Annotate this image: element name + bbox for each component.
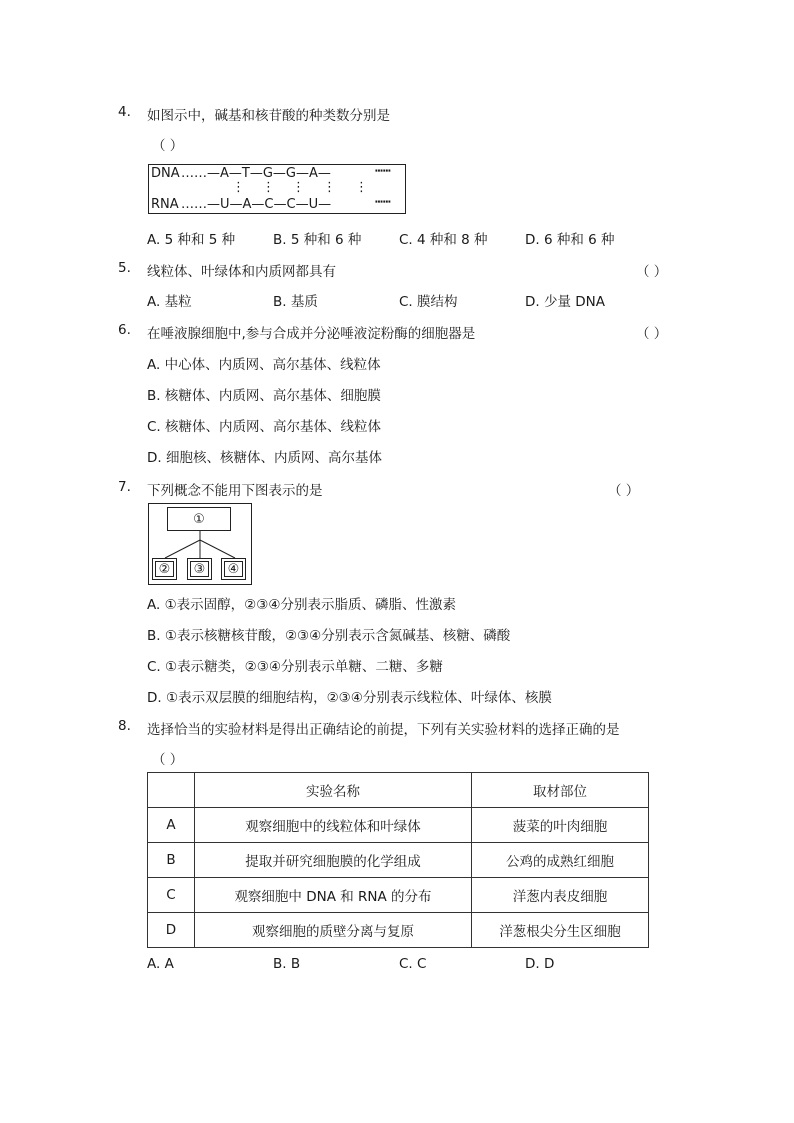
table-header-row bbox=[148, 773, 649, 808]
q5-option-d: D. 少量 DNA bbox=[525, 294, 605, 310]
rna-label: RNA bbox=[151, 197, 179, 212]
question-6-stem: 在唾液腺细胞中,参与合成并分泌唾液淀粉酶的细胞器是 bbox=[147, 326, 476, 342]
tree-node-label: ② bbox=[158, 561, 171, 577]
dna-label: DNA bbox=[151, 166, 180, 181]
experiment-table bbox=[147, 772, 649, 948]
tree-node-label: ④ bbox=[227, 561, 240, 577]
q5-option-c: C. 膜结构 bbox=[399, 294, 458, 310]
q4-option-c: C. 4 种和 8 种 bbox=[399, 232, 488, 248]
question-6-paren: （ ） bbox=[636, 326, 668, 342]
tree-node-border bbox=[155, 561, 174, 577]
question-7-paren: （ ） bbox=[608, 483, 640, 499]
table-header-cell: 取材部位 bbox=[472, 773, 649, 808]
q6-option-d: D. 细胞核、核糖体、内质网、高尔基体 bbox=[147, 450, 382, 466]
q8-option-d: D. D bbox=[525, 956, 555, 972]
question-8-stem: 选择恰当的实验材料是得出正确结论的前提，下列有关实验材料的选择正确的是 bbox=[147, 722, 620, 738]
tree-node-border bbox=[190, 561, 209, 577]
dna-rna-figure bbox=[148, 164, 406, 214]
pair-dot: ⋮ bbox=[292, 180, 305, 195]
pair-dot: ⋮ bbox=[355, 180, 368, 195]
dna-sequence: ……—A—T—G—G—A— bbox=[181, 166, 331, 181]
table-cell: 洋葱根尖分生区细胞 bbox=[472, 913, 649, 948]
dna-dots: ┅┅ bbox=[375, 164, 391, 179]
table-row bbox=[148, 843, 649, 878]
q7-option-d: D. ①表示双层膜的细胞结构，②③④分别表示线粒体、叶绿体、核膜 bbox=[147, 690, 552, 706]
rna-sequence: ……—U—A—C—C—U— bbox=[181, 197, 332, 212]
table-cell: 洋葱内表皮细胞 bbox=[472, 878, 649, 913]
question-8-number: 8. bbox=[118, 718, 131, 734]
question-7-number: 7. bbox=[118, 479, 131, 495]
q5-option-a: A. 基粒 bbox=[147, 294, 192, 310]
table-cell: 观察细胞中的线粒体和叶绿体 bbox=[195, 808, 472, 843]
table-row bbox=[148, 913, 649, 948]
tree-node-label: ③ bbox=[193, 561, 206, 577]
question-4-stem: 如图示中，碱基和核苷酸的种类数分别是 bbox=[147, 108, 390, 124]
q6-option-c: C. 核糖体、内质网、高尔基体、线粒体 bbox=[147, 419, 382, 435]
table-header-cell bbox=[148, 773, 195, 808]
tree-node-child-3 bbox=[221, 558, 246, 580]
tree-node-child-1 bbox=[152, 558, 177, 580]
q7-option-a: A. ①表示固醇，②③④分别表示脂质、磷脂、性激素 bbox=[147, 597, 456, 613]
table-cell: C bbox=[148, 878, 195, 913]
table-cell: A bbox=[148, 808, 195, 843]
question-4-paren: （ ） bbox=[152, 138, 184, 154]
question-6-number: 6. bbox=[118, 322, 131, 338]
q8-option-a: A. A bbox=[147, 956, 174, 972]
pair-dot: ⋮ bbox=[323, 180, 336, 195]
question-5-paren: （ ） bbox=[636, 264, 668, 280]
table-row bbox=[148, 808, 649, 843]
question-4-number: 4. bbox=[118, 104, 131, 120]
q6-option-b: B. 核糖体、内质网、高尔基体、细胞膜 bbox=[147, 388, 381, 404]
table-cell: B bbox=[148, 843, 195, 878]
q7-option-c: C. ①表示糖类，②③④分别表示单糖、二糖、多糖 bbox=[147, 659, 443, 675]
question-8-paren: （ ） bbox=[152, 752, 184, 768]
q4-option-b: B. 5 种和 6 种 bbox=[273, 232, 362, 248]
tree-node-top: ① bbox=[167, 507, 231, 531]
table-row bbox=[148, 878, 649, 913]
table-header-cell: 实验名称 bbox=[195, 773, 472, 808]
table-cell: 观察细胞中 DNA 和 RNA 的分布 bbox=[195, 878, 472, 913]
q4-option-d: D. 6 种和 6 种 bbox=[525, 232, 615, 248]
q4-option-a: A. 5 种和 5 种 bbox=[147, 232, 236, 248]
pair-dot: ⋮ bbox=[232, 180, 245, 195]
q5-option-b: B. 基质 bbox=[273, 294, 318, 310]
question-7-stem: 下列概念不能用下图表示的是 bbox=[147, 483, 323, 499]
q6-option-a: A. 中心体、内质网、高尔基体、线粒体 bbox=[147, 357, 381, 373]
q7-option-b: B. ①表示核糖核苷酸，②③④分别表示含氮碱基、核糖、磷酸 bbox=[147, 628, 511, 644]
concept-tree-figure bbox=[148, 503, 252, 585]
pair-dot: ⋮ bbox=[262, 180, 275, 195]
table-cell: 观察细胞的质壁分离与复原 bbox=[195, 913, 472, 948]
table-cell: 提取并研究细胞膜的化学组成 bbox=[195, 843, 472, 878]
rna-dots: ┅┅ bbox=[375, 195, 391, 210]
q8-option-b: B. B bbox=[273, 956, 301, 972]
table-cell: D bbox=[148, 913, 195, 948]
table-cell: 菠菜的叶肉细胞 bbox=[472, 808, 649, 843]
question-5-number: 5. bbox=[118, 260, 131, 276]
tree-node-child-2 bbox=[187, 558, 212, 580]
question-5-stem: 线粒体、叶绿体和内质网都具有 bbox=[147, 264, 336, 280]
q8-option-c: C. C bbox=[399, 956, 427, 972]
tree-node-border bbox=[224, 561, 243, 577]
table-cell: 公鸡的成熟红细胞 bbox=[472, 843, 649, 878]
